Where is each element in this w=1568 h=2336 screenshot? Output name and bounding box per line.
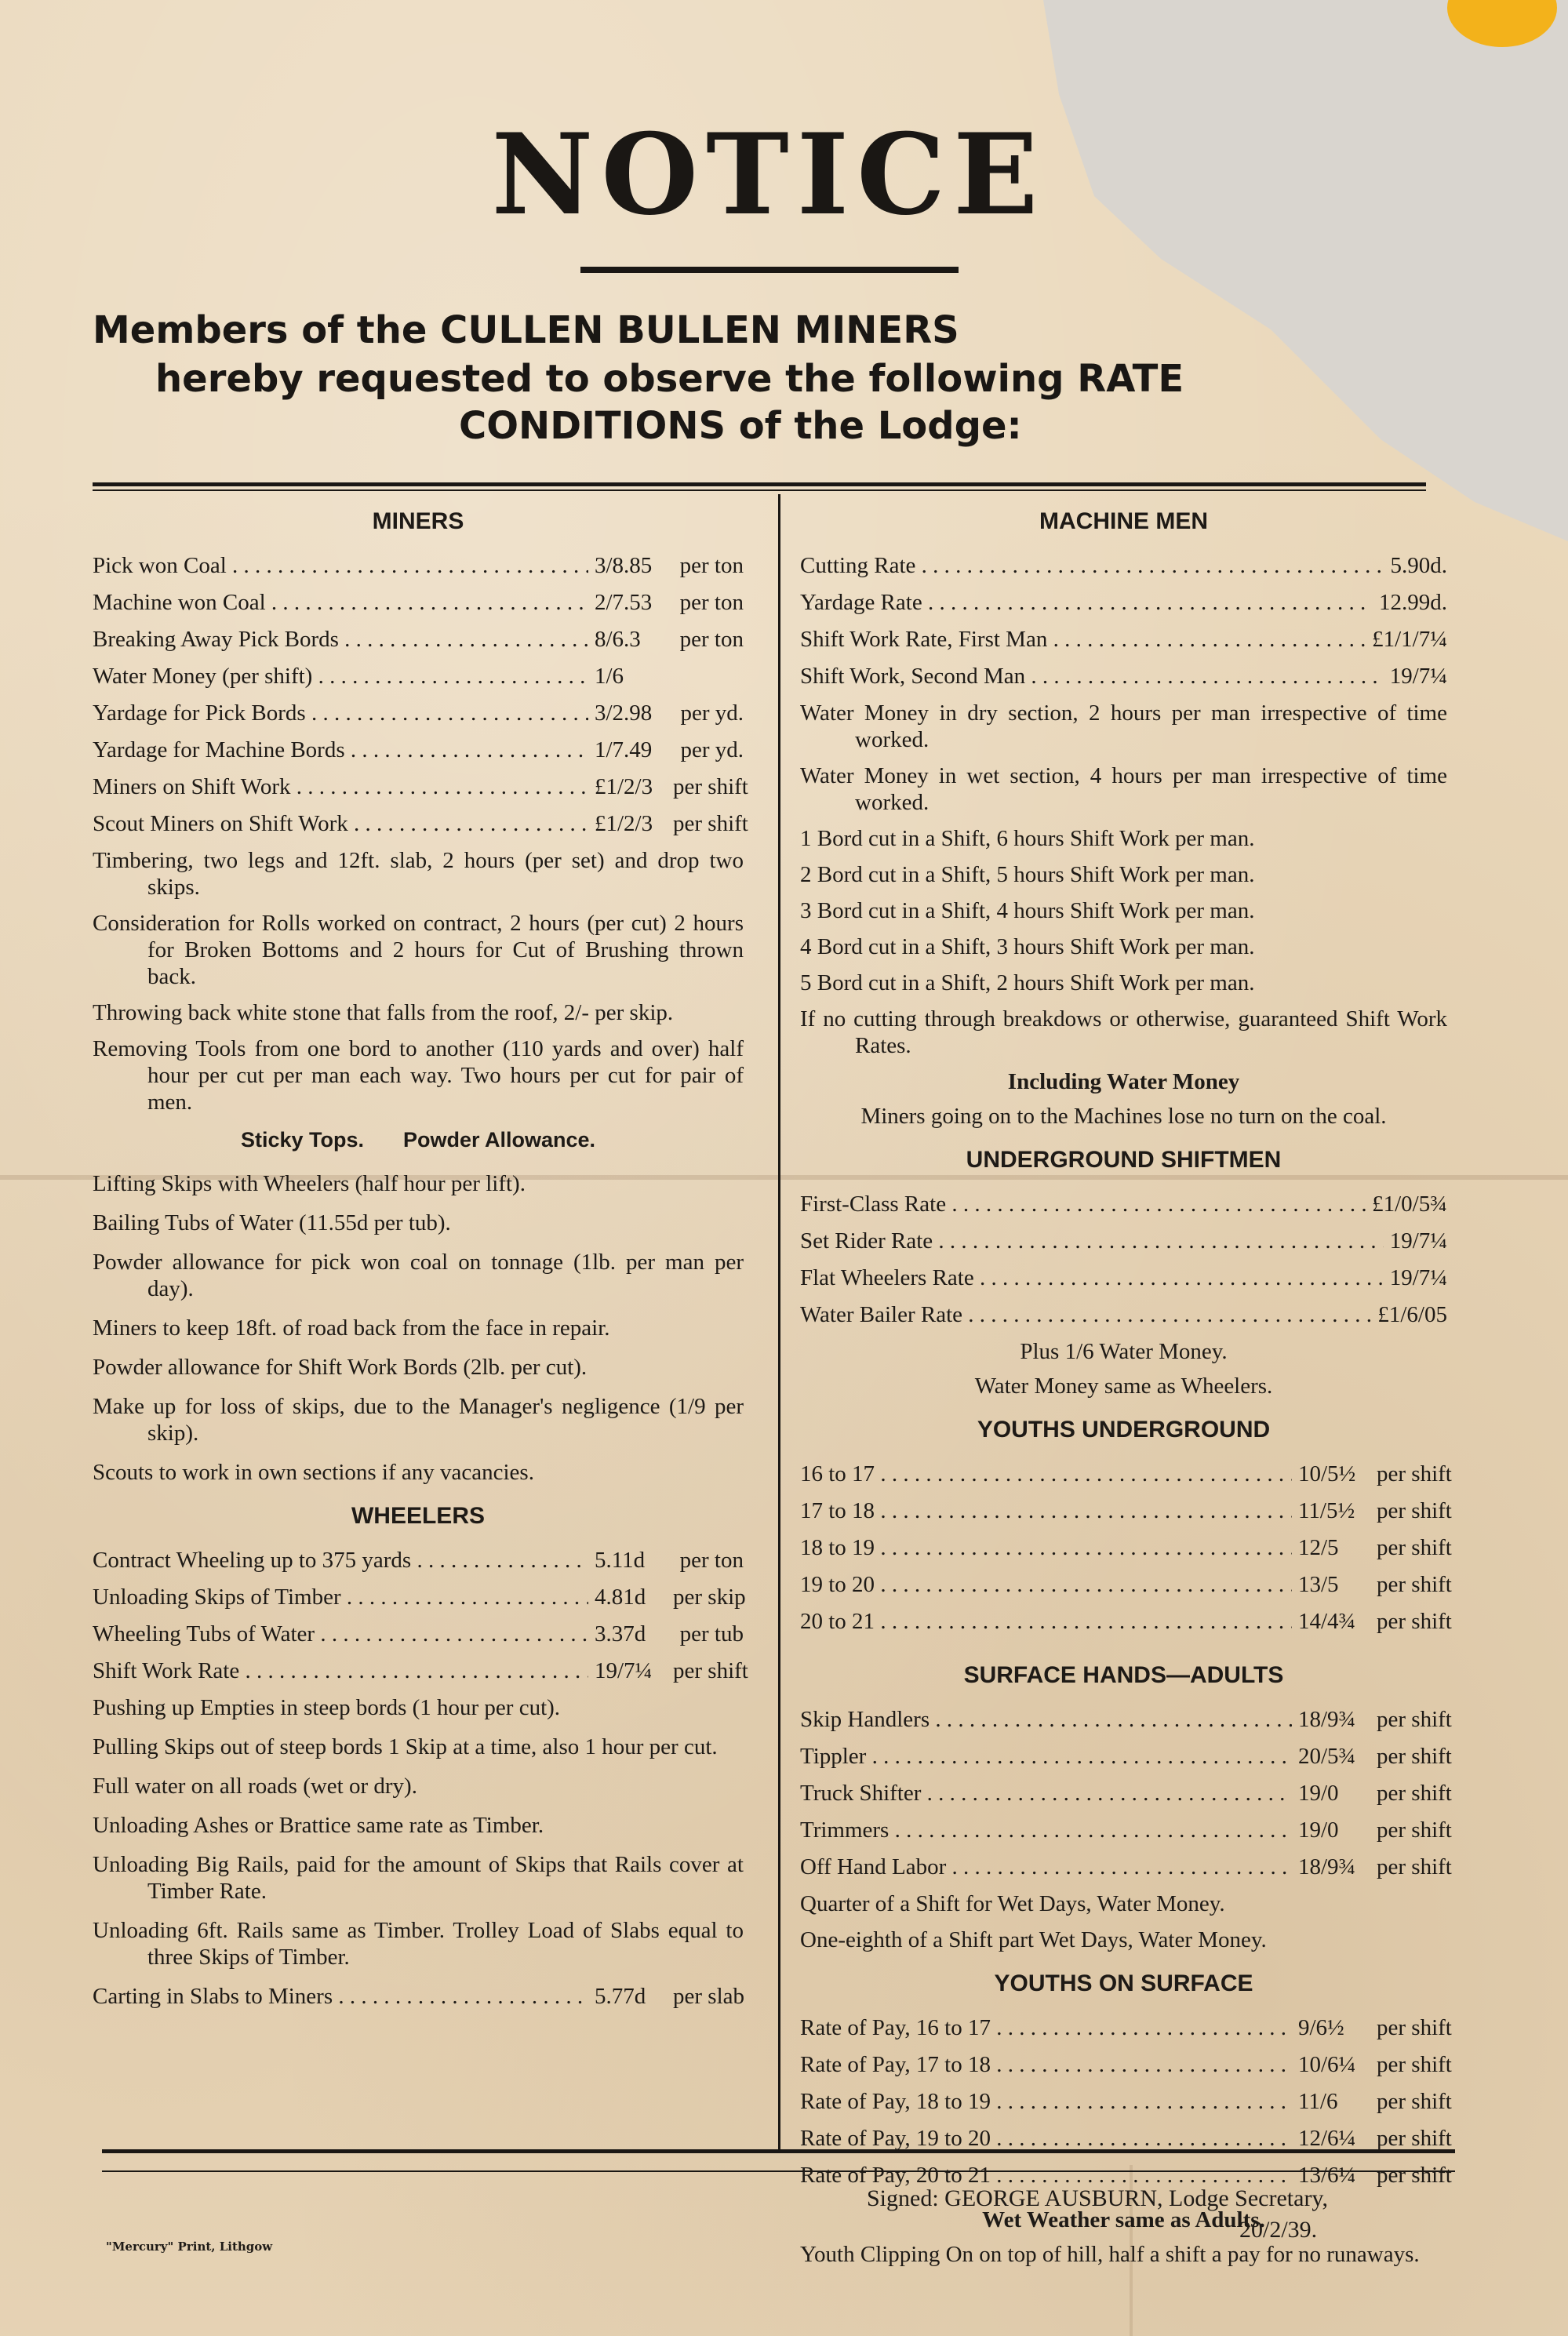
rate-label: Yardage for Machine Bords . . . [93, 737, 588, 763]
rate-row [800, 1780, 1452, 1817]
rate-row [800, 2014, 1452, 2051]
rate-value-group [1292, 2051, 1452, 2078]
rate-unit: per shift [1377, 1707, 1452, 1732]
rate-value: 9/6½ [1298, 2015, 1344, 2040]
machine-men-rates-list [800, 552, 1447, 700]
rate-unit: per yd. [680, 700, 744, 726]
rate-unit: per shift [1377, 2052, 1452, 2077]
rate-value-group [1384, 1228, 1447, 1254]
rate-value-group [588, 589, 744, 616]
rate-unit: per shift [1377, 2126, 1452, 2151]
rate-row [800, 1228, 1447, 1264]
rate-label: 20 to 21 . . . [800, 1608, 1292, 1635]
rate-row [93, 773, 748, 810]
rate-label: 16 to 17 . . . [800, 1461, 1292, 1487]
rate-row [800, 626, 1447, 663]
rate-row [800, 1534, 1452, 1571]
rate-unit: per shift [1377, 2089, 1452, 2114]
rate-label: Yardage for Pick Bords . . . [93, 700, 588, 726]
rate-value: 13/5 [1298, 1572, 1339, 1597]
rate-label: Tippler . . . [800, 1743, 1292, 1770]
rate-unit: per shift [673, 811, 748, 836]
condition-line: Powder allowance for Shift Work Bords (2lb. per cut). [93, 1355, 588, 1380]
rate-value-group [1371, 1301, 1447, 1328]
rate-label: Rate of Pay, 16 to 17 . . . [800, 2014, 1292, 2041]
rate-row [800, 1461, 1452, 1497]
rate-row [800, 1854, 1452, 1890]
rate-label: Scout Miners on Shift Work . . . [93, 810, 588, 837]
condition-line: Removing Tools from one bord to another (110 yards and over) half hour per cut per man each way. Two hours per cut for pair of men. [93, 1036, 744, 1115]
rate-value-group [588, 1584, 744, 1610]
rate-row [800, 1608, 1452, 1645]
rate-row [800, 2088, 1452, 2125]
rate-value: 5.90d. [1390, 553, 1447, 578]
rate-value-group [1292, 1743, 1452, 1770]
rate-row [93, 737, 744, 773]
rate-row [93, 810, 748, 847]
wheelers-conditions [93, 1694, 744, 1970]
rate-value-group [1292, 2088, 1452, 2115]
rate-unit: per shift [1377, 2015, 1452, 2040]
rate-label: Flat Wheelers Rate . . . [800, 1264, 1384, 1291]
condition-line: 3 Bord cut in a Shift, 4 hours Shift Work per man. [800, 898, 1255, 923]
top-rule-thick [93, 482, 1426, 486]
rate-row [93, 663, 744, 700]
rate-label: Truck Shifter . . . [800, 1780, 1292, 1807]
rate-label: 17 to 18 . . . [800, 1497, 1292, 1524]
sticky-tops-label: Sticky Tops. [240, 1128, 364, 1152]
rate-unit: per shift [1377, 1461, 1452, 1486]
youths-underground-heading: YOUTHS UNDERGROUND [977, 1417, 1271, 1443]
top-rule-thin [93, 489, 1426, 491]
rate-value: £1/6/05 [1377, 1302, 1447, 1327]
rate-value: 13/6¼ [1298, 2163, 1356, 2188]
miners-conditions [93, 847, 744, 1115]
rate-unit: per shift [673, 1658, 748, 1683]
rate-value-group [1292, 1817, 1452, 1843]
rate-value: 19/7¼ [1389, 1228, 1447, 1254]
rate-value-group [1292, 1461, 1452, 1487]
rate-value-group [588, 663, 744, 690]
rate-value: 18/9¾ [1298, 1707, 1356, 1732]
rate-value-group [1292, 1854, 1452, 1880]
rate-label: Rate of Pay, 19 to 20 . . . [800, 2125, 1292, 2152]
rate-unit: per shift [1377, 2163, 1452, 2188]
condition-line: Miners to keep 18ft. of road back from the face in repair. [93, 1315, 610, 1341]
condition-line: Quarter of a Shift for Wet Days, Water Money. [800, 1891, 1225, 1916]
title-underline [580, 267, 959, 273]
condition-line: One-eighth of a Shift part Wet Days, Water Money. [800, 1927, 1267, 1952]
guarantee-note: If no cutting through breakdows or otherwise, guaranteed Shift Work Rates. [800, 1006, 1447, 1058]
condition-line: Powder allowance for pick won coal on tonnage (1lb. per man per day). [93, 1250, 744, 1301]
rate-row [800, 1497, 1452, 1534]
underground-shiftmen-rates-list [800, 1191, 1447, 1338]
rate-unit: per shift [1377, 1817, 1452, 1843]
condition-line: Water Money in dry section, 2 hours per man irrespective of time worked. [800, 700, 1447, 752]
wet-weather-note: Wet Weather same as Adults. [982, 2207, 1265, 2232]
machine-men-bord-lines [800, 825, 1447, 996]
rate-row [800, 1191, 1447, 1228]
rate-row [800, 2051, 1452, 2088]
rate-unit: per ton [679, 627, 744, 652]
rate-value-group [588, 1657, 748, 1684]
surface-hands-notes [800, 1890, 1447, 1953]
underground-shiftmen-heading: UNDERGROUND SHIFTMEN [966, 1147, 1282, 1173]
rate-value: 19/7¼ [1389, 1265, 1447, 1290]
miners-rates-list [93, 552, 748, 847]
rate-value: 1/6 [595, 664, 624, 689]
youths-surface-heading: YOUTHS ON SURFACE [994, 1970, 1253, 1996]
rate-unit: per shift [1377, 1744, 1452, 1769]
rate-value-group [1292, 1497, 1452, 1524]
rate-label: Shift Work Rate, First Man . . . [800, 626, 1366, 653]
rate-row [800, 552, 1447, 589]
rate-row [93, 700, 744, 737]
rate-label: Rate of Pay, 20 to 21 . . . [800, 2162, 1292, 2189]
subtitle-line-3: CONDITIONS of the Lodge: [459, 404, 1022, 448]
condition-line: Consideration for Rolls worked on contract, 2 hours (per cut) 2 hours for Broken Bottoms and 2 hours for Cut of Brushing thrown back. [93, 911, 744, 989]
rate-value: 12.99d. [1379, 590, 1447, 615]
rate-row [800, 663, 1447, 700]
condition-line: Make up for loss of skips, due to the Manager's negligence (1/9 per skip). [93, 1394, 744, 1446]
condition-line: 4 Bord cut in a Shift, 3 hours Shift Work per man. [800, 934, 1255, 959]
rate-label: Skip Handlers . . . [800, 1706, 1292, 1733]
rate-value-group [1366, 1191, 1447, 1217]
condition-line: Pushing up Empties in steep bords (1 hour per cut). [93, 1695, 561, 1720]
rate-row [800, 1706, 1452, 1743]
rate-value: 11/5½ [1298, 1498, 1355, 1523]
rate-row [800, 2125, 1452, 2162]
rate-value-group [588, 552, 744, 579]
rate-label: Breaking Away Pick Bords . . . [93, 626, 588, 653]
rate-unit: per shift [673, 774, 748, 799]
rate-unit: per ton [679, 1548, 744, 1573]
rate-value: 12/6¼ [1298, 2126, 1356, 2151]
rate-value-group [1292, 1706, 1452, 1733]
rate-unit: per yd. [680, 737, 744, 762]
rate-value: 3/2.98 [595, 700, 653, 726]
powder-allowance-label: Powder Allowance. [402, 1128, 596, 1152]
rate-value-group [1292, 1571, 1452, 1598]
rate-unit: per tub [679, 1621, 744, 1646]
including-water-money: Including Water Money [1007, 1069, 1240, 1094]
machine-men-conditions [800, 700, 1447, 816]
rate-value: 19/7¼ [1389, 664, 1447, 689]
rate-value: 11/6 [1298, 2089, 1338, 2114]
condition-line: Full water on all roads (wet or dry). [93, 1774, 417, 1799]
rate-row [93, 1547, 744, 1584]
rate-unit: per shift [1377, 1854, 1452, 1879]
plus-water-money: Plus 1/6 Water Money. [1020, 1339, 1228, 1364]
rate-row [800, 1817, 1452, 1854]
rate-value-group [1292, 2014, 1452, 2041]
rate-label: 18 to 19 . . . [800, 1534, 1292, 1561]
rate-value-group [1384, 552, 1448, 579]
printer-credit: "Mercury" Print, Lithgow [106, 2240, 273, 2254]
rate-label: First-Class Rate . . . [800, 1191, 1366, 1217]
rate-value: £1/1/7¼ [1372, 627, 1447, 652]
condition-line: Water Money in wet section, 4 hours per man irrespective of time worked. [800, 763, 1447, 815]
condition-line: Throwing back white stone that falls from the roof, 2/- per skip. [93, 1000, 674, 1025]
rate-row [93, 1584, 744, 1621]
column-divider [778, 494, 780, 2153]
rate-value-group [1292, 1780, 1452, 1807]
condition-line: Unloading 6ft. Rails same as Timber. Trolley Load of Slabs equal to three Skips of Timber. [93, 1918, 744, 1970]
wheelers-heading: WHEELERS [351, 1503, 485, 1529]
rate-unit: per slab [673, 1984, 744, 2009]
rate-label: Water Bailer Rate . . . [800, 1301, 1371, 1328]
rate-value: 8/6.3 [595, 627, 641, 652]
corner-sticker [1447, 0, 1557, 47]
rate-label: Set Rider Rate . . . [800, 1228, 1384, 1254]
rate-value: 19/0 [1298, 1817, 1339, 1843]
rate-row [93, 552, 744, 589]
surface-hands-heading: SURFACE HANDS—ADULTS [963, 1662, 1284, 1688]
rate-value: 3/8.85 [595, 553, 653, 578]
subtitle-line-1: Members of the CULLEN BULLEN MINERS [93, 308, 959, 352]
surface-hands-rates-list [800, 1706, 1452, 1890]
rate-unit: per shift [1377, 1609, 1452, 1634]
rate-label: Shift Work, Second Man . . . [800, 663, 1384, 690]
signature-line: Signed: GEORGE AUSBURN, Lodge Secretary, [867, 2185, 1328, 2211]
rate-value-group [588, 773, 748, 800]
rate-row [93, 1621, 744, 1657]
rate-value-group [1373, 589, 1447, 616]
rate-value-group [1292, 1608, 1452, 1635]
condition-line: 5 Bord cut in a Shift, 2 hours Shift Work per man. [800, 970, 1255, 995]
rate-value-group [1292, 2125, 1452, 2152]
youths-surface-rates-list [800, 2014, 1452, 2199]
rate-row [93, 589, 744, 626]
rate-value: 19/7¼ [595, 1658, 653, 1683]
sticky-powder-line [93, 1126, 744, 1153]
left-column [93, 508, 748, 2020]
rate-value: 1/7.49 [595, 737, 653, 762]
rate-label: Cutting Rate . . . [800, 552, 1384, 579]
youths-underground-rates-list [800, 1461, 1452, 1645]
rate-unit: per shift [1377, 1781, 1452, 1806]
rate-value-group [588, 1621, 744, 1647]
rate-value-group [1384, 663, 1447, 690]
rate-value-group [1366, 626, 1447, 653]
rate-unit: per shift [1377, 1535, 1452, 1560]
rate-row [93, 626, 744, 663]
rate-row [800, 589, 1447, 626]
condition-line: Bailing Tubs of Water (11.55d per tub). [93, 1210, 451, 1235]
rate-row [800, 1743, 1452, 1780]
clipping-note: Youth Clipping On on top of hill, half a shift a pay for no runaways. [800, 2242, 1420, 2267]
miners-heading: MINERS [372, 508, 464, 534]
rate-value-group [1292, 1534, 1452, 1561]
condition-line: Lifting Skips with Wheelers (half hour per lift). [93, 1171, 526, 1196]
rate-value: £1/2/3 [595, 774, 653, 799]
rate-row [800, 1571, 1452, 1608]
rate-value: 4.81d [595, 1585, 646, 1610]
condition-line: Scouts to work in own sections if any vacancies. [93, 1460, 534, 1485]
miners-allowances [93, 1170, 744, 1486]
rate-label: Wheeling Tubs of Water . . . [93, 1621, 588, 1647]
condition-line: 1 Bord cut in a Shift, 6 hours Shift Work per man. [800, 826, 1255, 851]
rate-label: Contract Wheeling up to 375 yards . . . [93, 1547, 588, 1574]
rate-label: Water Money (per shift) . . . [93, 663, 588, 690]
rate-unit: per skip [673, 1585, 746, 1610]
rate-value: 19/0 [1298, 1781, 1339, 1806]
rate-value-group [588, 700, 744, 726]
rate-label: Pick won Coal . . . [93, 552, 588, 579]
rate-label: Machine won Coal . . . [93, 589, 588, 616]
rate-label: Miners on Shift Work . . . [93, 773, 588, 800]
rate-value: £1/0/5¾ [1372, 1192, 1447, 1217]
rate-unit: per shift [1377, 1572, 1452, 1597]
wheelers-rates-list [93, 1547, 748, 1694]
rate-value: 12/5 [1298, 1535, 1339, 1560]
signature-date: 20/2/39. [1239, 2217, 1318, 2243]
wheelers-carting-row [93, 1983, 744, 2020]
rate-value: 2/7.53 [595, 590, 653, 615]
right-column [800, 508, 1452, 2277]
rate-label: 19 to 20 . . . [800, 1571, 1292, 1598]
rate-value: £1/2/3 [595, 811, 653, 836]
rate-label: Shift Work Rate . . . [93, 1657, 588, 1684]
rate-unit: per ton [679, 590, 744, 615]
condition-line: 2 Bord cut in a Shift, 5 hours Shift Work per man. [800, 862, 1255, 887]
rate-value: 3.37d [595, 1621, 646, 1646]
rate-value: 14/4¾ [1298, 1609, 1356, 1634]
rate-value-group [588, 1547, 744, 1574]
rate-value-group [588, 737, 744, 763]
rate-label: Carting in Slabs to Miners . . . [93, 1983, 588, 2010]
condition-line: Pulling Skips out of steep bords 1 Skip at a time, also 1 hour per cut. [93, 1734, 718, 1759]
rate-unit: per ton [679, 553, 744, 578]
rate-label: Unloading Skips of Timber . . . [93, 1584, 588, 1610]
rate-label: Yardage Rate . . . [800, 589, 1373, 616]
rate-value: 10/6¼ [1298, 2052, 1356, 2077]
rate-value: 5.11d [595, 1548, 646, 1573]
machines-note: Miners going on to the Machines lose no turn on the coal. [860, 1104, 1387, 1129]
condition-line: Unloading Ashes or Brattice same rate as Timber. [93, 1813, 544, 1838]
rate-value: 20/5¾ [1298, 1744, 1356, 1769]
rate-value: 18/9¾ [1298, 1854, 1356, 1879]
notice-title: NOTICE [491, 110, 1046, 240]
rate-row [93, 1657, 748, 1694]
rate-label: Off Hand Labor . . . [800, 1854, 1292, 1880]
rate-value-group [1384, 1264, 1447, 1291]
machine-men-heading: MACHINE MEN [1039, 508, 1208, 534]
subtitle-line-2: hereby requested to observe the following RATE [155, 357, 1184, 401]
rate-row [800, 1264, 1447, 1301]
rate-value-group [588, 626, 744, 653]
condition-line: Timbering, two legs and 12ft. slab, 2 hours (per set) and drop two skips. [93, 848, 744, 900]
rate-value: 5.77d [595, 1984, 646, 2009]
condition-line: Unloading Big Rails, paid for the amount of Skips that Rails cover at Timber Rate. [93, 1852, 744, 1904]
rate-label: Rate of Pay, 17 to 18 . . . [800, 2051, 1292, 2078]
rate-value: 10/5½ [1298, 1461, 1356, 1486]
rate-value-group [588, 810, 748, 837]
rate-unit: per shift [1377, 1498, 1452, 1523]
water-same-as-wheelers: Water Money same as Wheelers. [974, 1374, 1273, 1399]
rate-label: Trimmers . . . [800, 1817, 1292, 1843]
rate-label: Rate of Pay, 18 to 19 . . . [800, 2088, 1292, 2115]
rate-row [800, 1301, 1447, 1338]
